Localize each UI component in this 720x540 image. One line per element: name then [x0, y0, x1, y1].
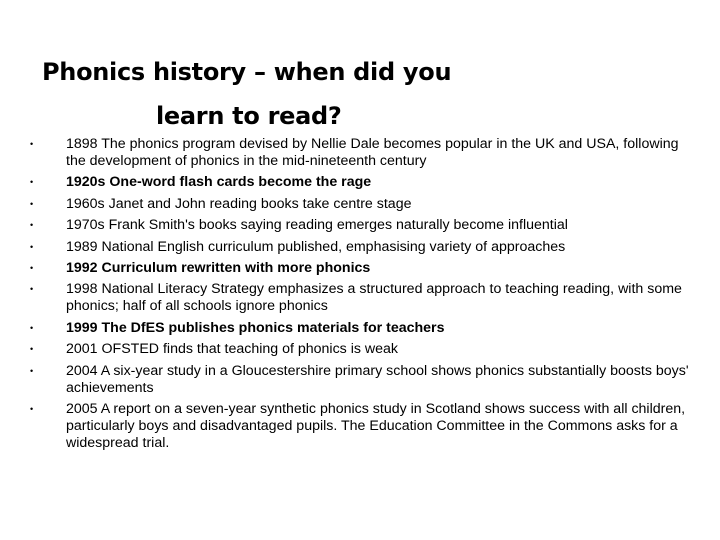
bullet-icon: •: [30, 284, 34, 295]
slide-title-line-1: Phonics history – when did you: [42, 58, 452, 87]
bullet-icon: •: [30, 177, 34, 188]
bullet-item-1998: [30, 281, 690, 315]
bullet-text: 1970s Frank Smith's books saying reading emerges naturally become influential: [66, 217, 568, 234]
bullet-item-1992: [30, 260, 690, 277]
bullet-icon: •: [30, 403, 34, 414]
bullet-item-2005: [30, 401, 690, 452]
timeline-bullet-list: [30, 136, 690, 456]
bullet-text: 1998 National Literacy Strategy emphasizes a structured approach to teaching reading, with some phonics; half of all schools ignore phonics: [66, 281, 682, 315]
bullet-icon: •: [30, 139, 34, 149]
bullet-item-1898: [30, 136, 690, 170]
bullet-item-1970s: [30, 217, 690, 234]
bullet-item-2001: [30, 341, 690, 358]
bullet-icon: •: [30, 262, 34, 273]
bullet-icon: •: [30, 344, 34, 355]
bullet-text: 2005 A report on a seven-year synthetic phonics study in Scotland shows success with all children, particularly boys and disadvantaged pupils. The Education Committee in the Commons asks for a widespread trial.: [66, 400, 686, 451]
slide-title-line-2: learn to read?: [156, 102, 342, 131]
bullet-icon: •: [30, 241, 34, 252]
bullet-item-1920s: [30, 174, 690, 191]
slide-title: [36, 50, 476, 138]
bullet-icon: •: [30, 365, 34, 376]
bullet-text: 1992 Curriculum rewritten with more phonics: [66, 259, 371, 276]
bullet-item-1960s: [30, 196, 690, 213]
bullet-text: 2001 OFSTED finds that teaching of phonics is weak: [66, 341, 399, 358]
bullet-text: 1960s Janet and John reading books take centre stage: [66, 195, 412, 212]
bullet-text: 2004 A six-year study in a Gloucestershire primary school shows phonics substantially boosts boys' achievements: [66, 362, 689, 396]
bullet-icon: •: [30, 198, 34, 209]
bullet-item-1989: [30, 239, 690, 256]
bullet-icon: •: [30, 220, 34, 231]
bullet-item-2004: [30, 363, 690, 397]
bullet-text: 1898 The phonics program devised by Nellie Dale becomes popular in the UK and USA, following the development of phonics in the mid-nineteenth century: [66, 136, 679, 169]
bullet-icon: •: [30, 322, 34, 333]
bullet-text: 1989 National English curriculum published, emphasising variety of approaches: [66, 238, 566, 255]
bullet-text: 1920s One-word flash cards become the rage: [66, 174, 372, 191]
bullet-item-1999: [30, 320, 690, 337]
bullet-text: 1999 The DfES publishes phonics materials for teachers: [66, 319, 445, 336]
